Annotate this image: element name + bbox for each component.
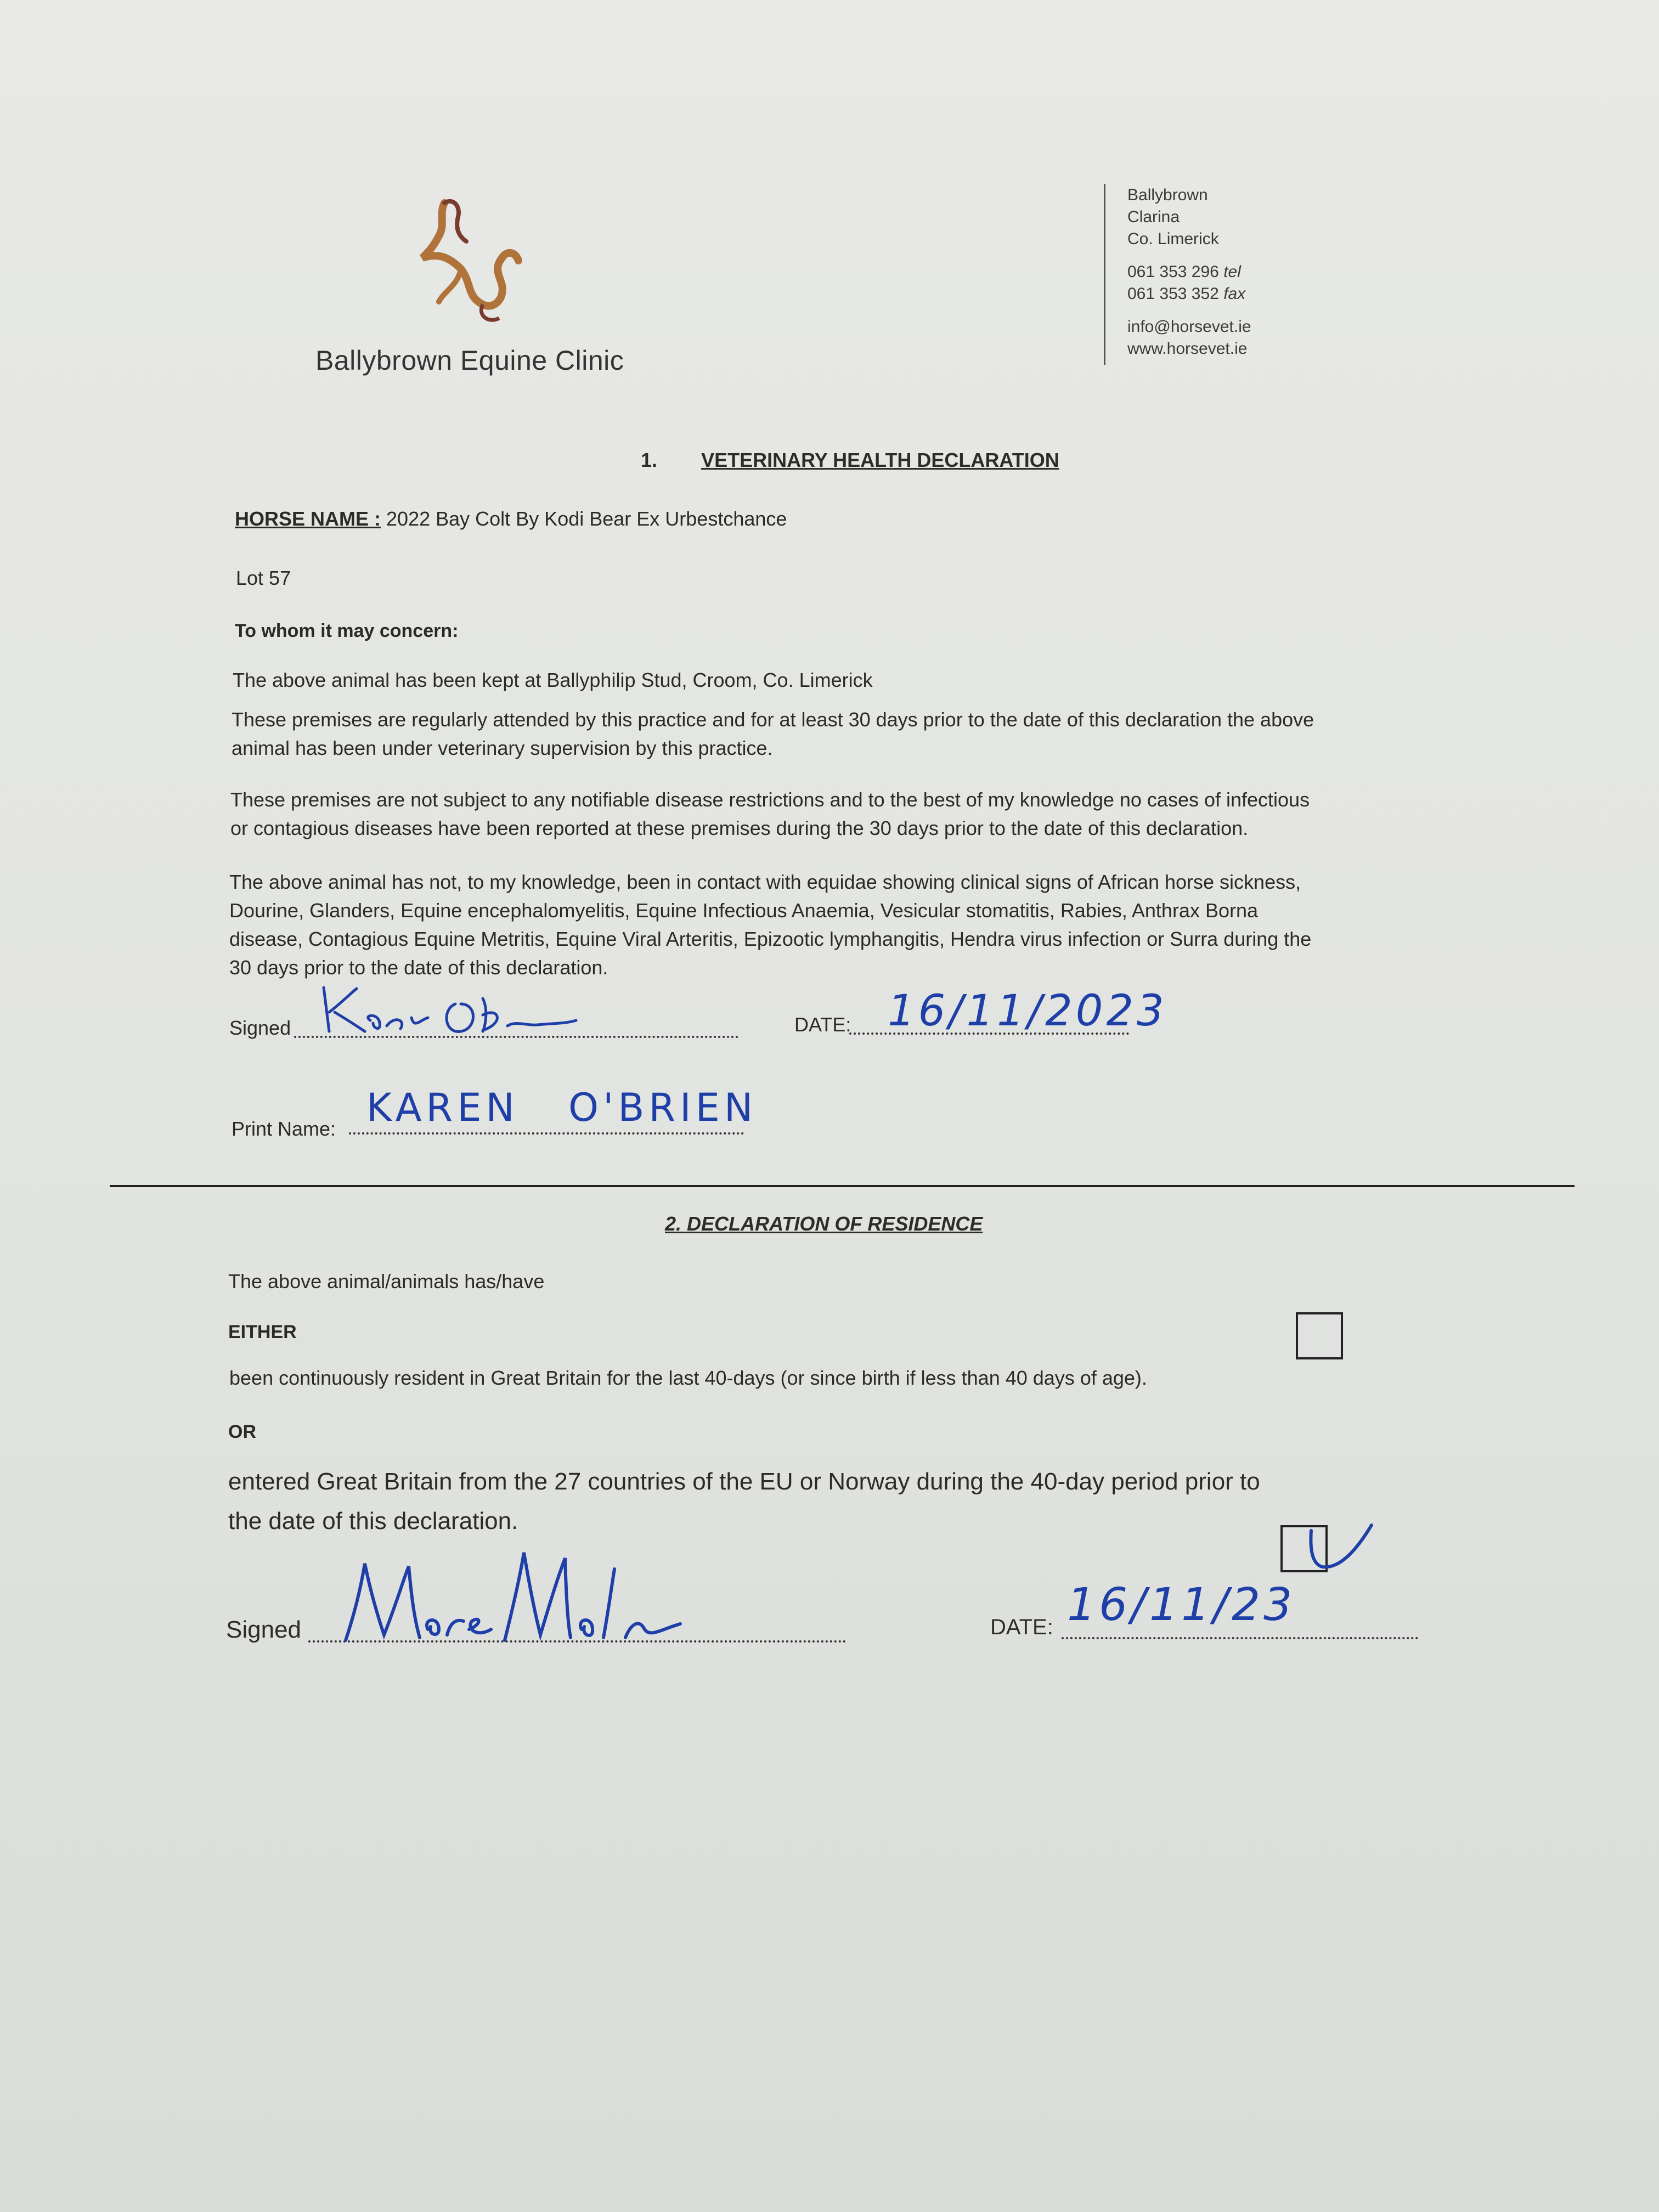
date-label: DATE:	[794, 1013, 851, 1036]
date-handwritten-2: 16/11/23	[1067, 1579, 1296, 1631]
check-mark-icon	[1306, 1514, 1377, 1577]
signed-label: Signed	[229, 1017, 291, 1039]
header-divider	[1104, 184, 1105, 365]
section1-title: VETERINARY HEALTH DECLARATION	[701, 449, 1059, 471]
text-line: These premises are not subject to any notifiable disease restrictions and to the best of my knowledge no cases of infectious	[230, 788, 1310, 811]
text-line: animal has been under veterinary supervision by this practice.	[232, 737, 773, 759]
date-line-2	[1062, 1637, 1418, 1639]
fax-number: 061 353 352	[1127, 285, 1219, 303]
signed-label-2: Signed	[226, 1616, 302, 1643]
clinic-logo	[406, 192, 532, 329]
salutation: To whom it may concern:	[235, 620, 459, 641]
text-line: entered Great Britain from the 27 countries of the EU or Norway during the 40-day period prior to	[228, 1468, 1260, 1495]
section2-heading: 2. DECLARATION OF RESIDENCE	[665, 1212, 983, 1235]
print-name-line	[349, 1132, 744, 1135]
address-line: Co. Limerick	[1127, 230, 1219, 248]
section1-heading	[641, 449, 1059, 472]
para-restrictions	[230, 786, 1310, 843]
text-line: disease, Contagious Equine Metritis, Equine Viral Arteritis, Epizootic lymphangitis, Hendra virus infection or Surra during the	[229, 928, 1312, 950]
option2-text	[228, 1462, 1260, 1541]
para-supervision	[232, 706, 1314, 763]
text-line: The above animal has not, to my knowledge, been in contact with equidae showing clinical signs of African horse sickness,	[229, 871, 1301, 893]
website: www.horsevet.ie	[1127, 340, 1248, 358]
text-line: 30 days prior to the date of this declaration.	[229, 956, 608, 979]
section-number: 1.	[641, 449, 658, 471]
horse-name-value: 2022 Bay Colt By Kodi Bear Ex Urbestchance	[386, 507, 787, 530]
print-name-label: Print Name:	[232, 1118, 336, 1140]
option1-text: been continuously resident in Great Britain for the last 40-days (or since birth if less than 40 days of age).	[229, 1367, 1147, 1389]
residence-intro: The above animal/animals has/have	[228, 1270, 545, 1293]
fax-label: fax	[1223, 285, 1246, 303]
text-line: These premises are regularly attended by this practice and for at least 30 days prior to the date of this declaration the above	[232, 708, 1314, 731]
text-line: the date of this declaration.	[228, 1508, 518, 1534]
clinic-name: Ballybrown Equine Clinic	[315, 345, 624, 376]
fax-line	[1127, 283, 1251, 305]
para-premises: The above animal has been kept at Ballyphilip Stud, Croom, Co. Limerick	[233, 669, 873, 691]
option1-checkbox[interactable]	[1296, 1312, 1343, 1359]
signature-2	[340, 1542, 713, 1654]
signature-karen	[318, 982, 582, 1045]
text-line: Dourine, Glanders, Equine encephalomyelitis, Equine Infectious Anaemia, Vesicular stomatitis, Rabies, Anthrax Borna	[229, 899, 1259, 922]
clinic-address	[1127, 184, 1251, 360]
either-label: EITHER	[228, 1322, 297, 1342]
print-name-handwritten: KAREN O'BRIEN	[366, 1085, 758, 1130]
date-handwritten: 16/11/2023	[888, 986, 1167, 1036]
address-line: Clarina	[1127, 208, 1180, 226]
horse-logo-icon	[406, 192, 532, 329]
section-divider	[110, 1185, 1575, 1187]
email: info@horsevet.ie	[1127, 318, 1251, 336]
address-line: Ballybrown	[1127, 186, 1208, 204]
tel-label: tel	[1223, 263, 1241, 281]
horse-name-label: HORSE NAME :	[235, 507, 381, 530]
para-contact	[229, 868, 1311, 982]
date-label-2: DATE:	[990, 1615, 1053, 1639]
text-line: or contagious diseases have been reported at these premises during the 30 days prior to the date of this declaration.	[230, 817, 1249, 839]
tel-line	[1127, 261, 1251, 283]
tel-number: 061 353 296	[1127, 263, 1219, 281]
horse-name-row	[235, 505, 787, 533]
or-label: OR	[228, 1421, 256, 1442]
lot-number: Lot 57	[236, 567, 291, 589]
